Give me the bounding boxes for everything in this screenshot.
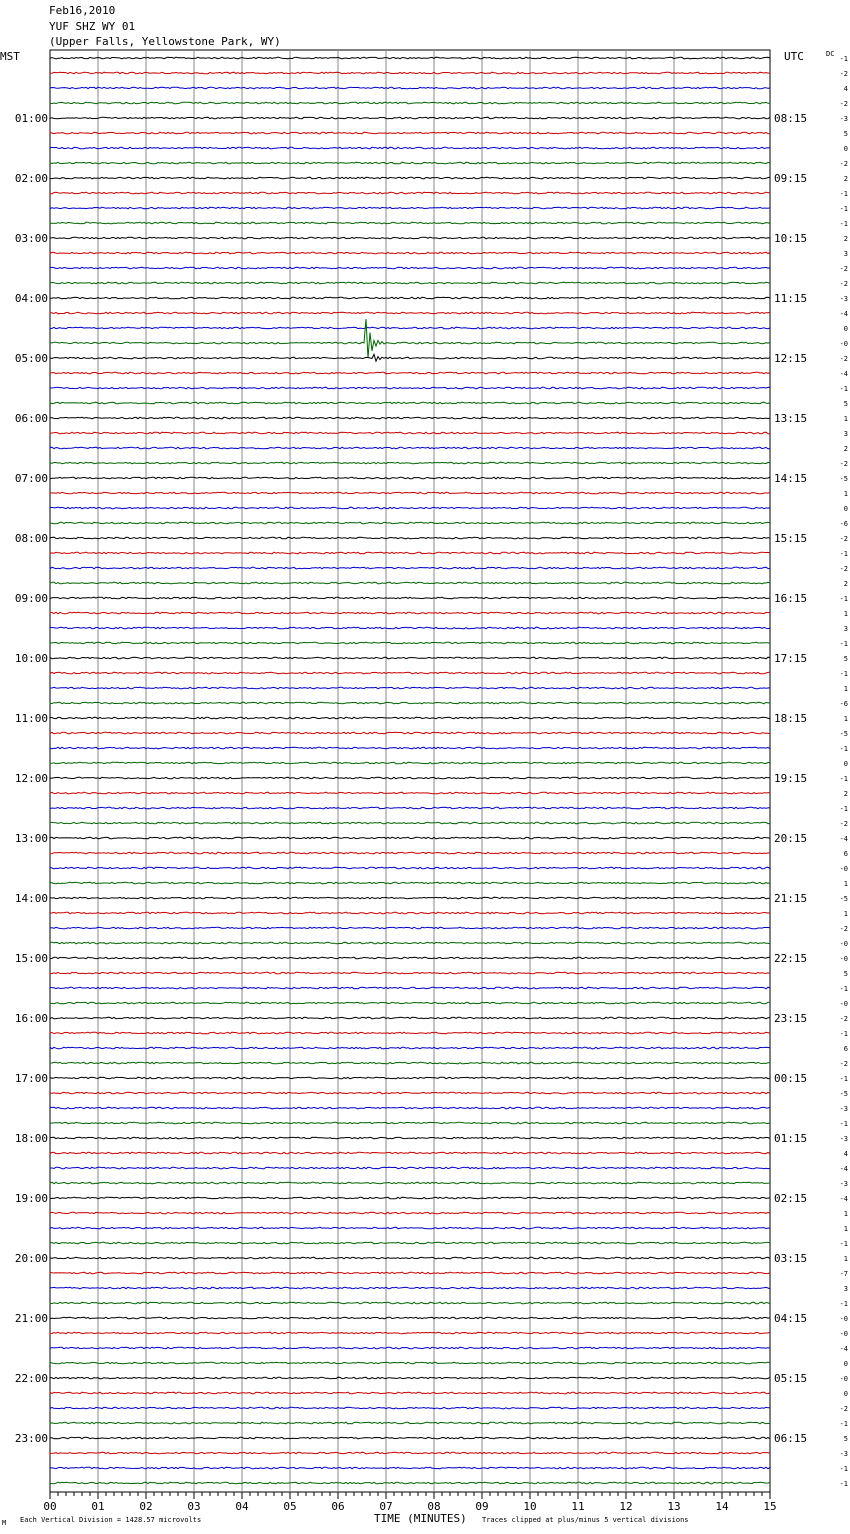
right-hour-label: 15:15: [774, 532, 808, 545]
dc-offset-label: 5: [843, 400, 848, 408]
dc-offset-label: 3: [843, 250, 848, 258]
dc-offset-label: 0: [843, 1360, 848, 1368]
right-hour-label: 10:15: [774, 232, 808, 245]
x-tick-label: 14: [715, 1500, 729, 1513]
seismogram-trace: [50, 1122, 770, 1124]
seismogram-trace: [50, 477, 770, 479]
seismogram-trace: [50, 147, 770, 149]
seismogram-trace: [50, 1467, 770, 1469]
dc-offset-label: 0: [843, 760, 848, 768]
right-hour-label: 08:15: [774, 112, 808, 125]
right-hour-label: 20:15: [774, 832, 808, 845]
left-hour-label: 16:00: [14, 1012, 48, 1025]
x-tick-label: 09: [475, 1500, 489, 1513]
dc-offset-label: -4: [839, 1195, 848, 1203]
left-hour-label: 02:00: [14, 172, 48, 185]
dc-offset-label: -1: [839, 1030, 848, 1038]
seismogram-trace: [50, 552, 770, 554]
dc-offset-label: 6: [843, 850, 848, 858]
right-hour-label: 19:15: [774, 772, 808, 785]
left-hour-label: 19:00: [14, 1192, 48, 1205]
seismogram-trace: [50, 762, 770, 764]
dc-offset-label: 1: [843, 1255, 848, 1263]
left-hour-label: 13:00: [14, 832, 48, 845]
seismogram-trace: [50, 1212, 770, 1214]
right-hour-label: 03:15: [774, 1252, 808, 1265]
seismogram-trace: [50, 417, 770, 419]
seismogram-trace: [50, 222, 770, 224]
scale-note: Each Vertical Division = 1428.57 microvolts: [20, 1516, 202, 1524]
dc-offset-label: -0: [839, 1000, 848, 1008]
dc-offset-label: -1: [839, 55, 848, 63]
dc-offset-label: -5: [839, 1090, 848, 1098]
dc-offset-label: -4: [839, 835, 848, 843]
dc-offset-label: -6: [839, 520, 848, 528]
left-hour-label: 08:00: [14, 532, 48, 545]
seismogram-trace: [50, 957, 770, 959]
dc-offset-label: -2: [839, 355, 848, 363]
right-hour-label: 01:15: [774, 1132, 808, 1145]
seismogram-trace: [50, 57, 770, 59]
seismogram-trace: [50, 522, 770, 524]
dc-offset-label: -7: [839, 1270, 848, 1278]
right-hour-label: 16:15: [774, 592, 808, 605]
dc-offset-label: 5: [843, 1435, 848, 1443]
clip-note: Traces clipped at plus/minus 5 vertical divisions: [482, 1516, 689, 1524]
dc-offset-label: -2: [839, 535, 848, 543]
seismogram-trace: [50, 642, 770, 644]
x-tick-label: 08: [427, 1500, 441, 1513]
seismogram-trace: [50, 319, 770, 358]
dc-offset-label: -4: [839, 1345, 848, 1353]
x-tick-label: 03: [187, 1500, 201, 1513]
seismogram-trace: [50, 192, 770, 194]
right-hour-label: 22:15: [774, 952, 808, 965]
dc-offset-label: 0: [843, 325, 848, 333]
header-station: YUF SHZ WY 01: [49, 20, 136, 33]
seismogram-trace: [50, 687, 770, 689]
dc-offset-label: -0: [839, 865, 848, 873]
dc-offset-label: -0: [839, 1315, 848, 1323]
seismogram-trace: [50, 1482, 770, 1484]
seismogram-trace: [50, 912, 770, 914]
dc-offset-label: -2: [839, 1015, 848, 1023]
dc-offset-label: -1: [839, 220, 848, 228]
dc-offset-label: 0: [843, 505, 848, 513]
right-hour-label: 21:15: [774, 892, 808, 905]
seismogram-trace: [50, 447, 770, 449]
dc-offset-label: -3: [839, 1450, 848, 1458]
seismogram-trace: [50, 1392, 770, 1394]
seismogram-trace: [50, 1452, 770, 1454]
seismogram-trace: [50, 387, 770, 389]
dc-offset-label: -2: [839, 160, 848, 168]
seismogram-trace: [50, 657, 770, 659]
dc-offset-label: 1: [843, 880, 848, 888]
left-hour-label: 12:00: [14, 772, 48, 785]
seismogram-trace: [50, 372, 770, 374]
seismogram-trace: [50, 702, 770, 704]
seismogram-trace: [50, 717, 770, 719]
seismogram-trace: [50, 987, 770, 989]
seismogram-trace: [50, 1152, 770, 1154]
x-tick-label: 04: [235, 1500, 249, 1513]
seismogram-trace: [50, 597, 770, 599]
right-hour-label: 09:15: [774, 172, 808, 185]
seismogram-trace: [50, 1167, 770, 1169]
dc-offset-label: 1: [843, 1225, 848, 1233]
corner-mark: M: [2, 1519, 7, 1527]
seismogram-trace: [50, 267, 770, 269]
seismogram-trace: [50, 72, 770, 74]
dc-offset-label: -0: [839, 340, 848, 348]
seismogram-trace: [50, 777, 770, 779]
left-hour-label: 09:00: [14, 592, 48, 605]
seismogram-trace: [50, 1062, 770, 1064]
right-hour-label: 11:15: [774, 292, 808, 305]
x-tick-label: 12: [619, 1500, 633, 1513]
dc-offset-label: -1: [839, 1120, 848, 1128]
dc-offset-label: -2: [839, 925, 848, 933]
dc-offset-label: -2: [839, 265, 848, 273]
left-hour-label: 07:00: [14, 472, 48, 485]
dc-offset-label: 3: [843, 430, 848, 438]
dc-offset-header: DC: [826, 50, 835, 58]
dc-offset-label: -3: [839, 1135, 848, 1143]
seismogram-trace: [50, 1437, 770, 1439]
seismogram-trace: [50, 1362, 770, 1364]
dc-offset-label: -3: [839, 115, 848, 123]
dc-offset-label: 1: [843, 715, 848, 723]
seismogram-trace: [50, 1092, 770, 1094]
left-hour-label: 23:00: [14, 1432, 48, 1445]
seismogram-trace: [50, 972, 770, 974]
dc-offset-label: 2: [843, 445, 848, 453]
seismogram-trace: [50, 1347, 770, 1349]
dc-offset-label: -2: [839, 70, 848, 78]
dc-offset-label: -5: [839, 895, 848, 903]
dc-offset-label: -2: [839, 100, 848, 108]
dc-offset-label: -1: [839, 745, 848, 753]
dc-offset-label: -2: [839, 565, 848, 573]
dc-offset-label: -1: [839, 550, 848, 558]
seismogram-trace: [50, 1407, 770, 1409]
seismogram-trace: [50, 1287, 770, 1289]
seismogram-trace: [50, 1197, 770, 1199]
dc-offset-label: 2: [843, 235, 848, 243]
seismogram-trace: [50, 432, 770, 434]
dc-offset-label: -3: [839, 1180, 848, 1188]
dc-offset-label: -1: [839, 1465, 848, 1473]
seismogram-trace: [50, 627, 770, 629]
dc-offset-label: -0: [839, 1375, 848, 1383]
dc-offset-label: 2: [843, 175, 848, 183]
left-hour-label: 18:00: [14, 1132, 48, 1145]
dc-offset-label: 4: [843, 1150, 848, 1158]
dc-offset-label: 5: [843, 130, 848, 138]
seismogram-trace: [50, 1077, 770, 1079]
seismogram-trace: [50, 1257, 770, 1259]
right-hour-label: 06:15: [774, 1432, 808, 1445]
seismogram-trace: [50, 792, 770, 794]
left-hour-label: 21:00: [14, 1312, 48, 1325]
x-tick-label: 02: [139, 1500, 153, 1513]
seismogram-trace: [50, 237, 770, 239]
dc-offset-label: -4: [839, 310, 848, 318]
seismogram-trace: [50, 732, 770, 734]
dc-offset-label: -2: [839, 460, 848, 468]
seismogram-trace: [50, 1017, 770, 1019]
dc-offset-label: 6: [843, 1045, 848, 1053]
seismogram-trace: [50, 1137, 770, 1139]
dc-offset-label: -1: [839, 1240, 848, 1248]
seismogram-trace: [50, 1002, 770, 1004]
header-date: Feb16,2010: [49, 4, 116, 17]
right-hour-label: 23:15: [774, 1012, 808, 1025]
left-hour-label: 04:00: [14, 292, 48, 305]
dc-offset-label: -1: [839, 385, 848, 393]
right-hour-label: 18:15: [774, 712, 808, 725]
seismogram-trace: [50, 837, 770, 839]
dc-offset-label: -2: [839, 1405, 848, 1413]
seismogram-trace: [50, 612, 770, 614]
seismogram-trace: [50, 312, 770, 314]
right-hour-label: 00:15: [774, 1072, 808, 1085]
seismogram-trace: [50, 867, 770, 869]
dc-offset-label: -2: [839, 1060, 848, 1068]
x-tick-label: 11: [571, 1500, 585, 1513]
dc-offset-label: -1: [839, 775, 848, 783]
left-hour-label: 22:00: [14, 1372, 48, 1385]
seismogram-trace: [50, 1377, 770, 1379]
dc-offset-label: -1: [839, 1075, 848, 1083]
x-tick-label: 00: [43, 1500, 57, 1513]
left-hour-label: 06:00: [14, 412, 48, 425]
left-hour-label: 10:00: [14, 652, 48, 665]
seismogram-trace: [50, 297, 770, 299]
seismogram-trace: [50, 252, 770, 254]
dc-offset-label: 0: [843, 145, 848, 153]
seismogram-trace: [50, 117, 770, 119]
seismogram-trace: [50, 672, 770, 674]
dc-offset-label: -6: [839, 700, 848, 708]
right-hour-label: 05:15: [774, 1372, 808, 1385]
dc-offset-label: 1: [843, 610, 848, 618]
seismogram-trace: [50, 807, 770, 809]
dc-offset-label: 2: [843, 790, 848, 798]
seismogram-trace: [50, 492, 770, 494]
dc-offset-label: 3: [843, 1285, 848, 1293]
seismogram-trace: [50, 1032, 770, 1034]
seismogram-trace: [50, 1317, 770, 1319]
right-hour-label: 14:15: [774, 472, 808, 485]
seismogram-trace: [50, 402, 770, 404]
dc-offset-label: -5: [839, 475, 848, 483]
seismogram-trace: [50, 852, 770, 854]
seismogram-trace: [50, 927, 770, 929]
dc-offset-label: -0: [839, 1330, 848, 1338]
dc-offset-label: 2: [843, 580, 848, 588]
left-hour-label: 03:00: [14, 232, 48, 245]
seismogram-trace: [50, 1227, 770, 1229]
dc-offset-label: -1: [839, 670, 848, 678]
seismogram-trace: [50, 282, 770, 284]
seismogram-trace: [50, 1302, 770, 1304]
seismogram-trace: [50, 1422, 770, 1424]
x-tick-label: 15: [763, 1500, 777, 1513]
seismogram-trace: [50, 942, 770, 944]
seismogram-trace: [50, 537, 770, 539]
dc-offset-label: -1: [839, 595, 848, 603]
seismogram-trace: [50, 567, 770, 569]
seismogram-trace: [50, 132, 770, 134]
dc-offset-label: -1: [839, 640, 848, 648]
dc-offset-label: 3: [843, 625, 848, 633]
seismogram-trace: [50, 1182, 770, 1184]
x-tick-label: 07: [379, 1500, 393, 1513]
dc-offset-label: -2: [839, 280, 848, 288]
seismogram-trace: [50, 582, 770, 584]
dc-offset-label: 1: [843, 415, 848, 423]
dc-offset-label: -3: [839, 1105, 848, 1113]
dc-offset-label: -1: [839, 1480, 848, 1488]
dc-offset-label: -0: [839, 955, 848, 963]
dc-offset-label: 1: [843, 1210, 848, 1218]
left-timezone-label: MST: [0, 50, 20, 63]
seismogram-trace: [50, 177, 770, 179]
dc-offset-label: 5: [843, 970, 848, 978]
dc-offset-label: -2: [839, 820, 848, 828]
dc-offset-label: -1: [839, 805, 848, 813]
seismogram-trace: [50, 747, 770, 749]
left-hour-label: 05:00: [14, 352, 48, 365]
left-hour-label: 01:00: [14, 112, 48, 125]
seismogram-trace: [50, 507, 770, 509]
left-hour-label: 20:00: [14, 1252, 48, 1265]
seismogram-trace: [50, 1107, 770, 1109]
dc-offset-label: -1: [839, 985, 848, 993]
dc-offset-label: 0: [843, 1390, 848, 1398]
seismogram-trace: [50, 1242, 770, 1244]
dc-offset-label: 1: [843, 490, 848, 498]
left-hour-label: 11:00: [14, 712, 48, 725]
dc-offset-label: -1: [839, 205, 848, 213]
seismogram-trace: [50, 327, 770, 329]
plot-frame: [50, 50, 770, 1492]
dc-offset-label: -1: [839, 1420, 848, 1428]
seismogram-trace: [50, 882, 770, 884]
right-timezone-label: UTC: [784, 50, 804, 63]
x-tick-label: 10: [523, 1500, 537, 1513]
dc-offset-label: -1: [839, 1300, 848, 1308]
seismogram-trace: [50, 462, 770, 464]
left-hour-label: 14:00: [14, 892, 48, 905]
right-hour-label: 17:15: [774, 652, 808, 665]
dc-offset-label: 5: [843, 655, 848, 663]
seismogram-trace: [50, 1047, 770, 1049]
dc-offset-label: 1: [843, 910, 848, 918]
dc-offset-label: -0: [839, 940, 848, 948]
left-hour-label: 15:00: [14, 952, 48, 965]
right-hour-label: 13:15: [774, 412, 808, 425]
seismogram-trace: [50, 207, 770, 209]
x-tick-label: 01: [91, 1500, 105, 1513]
seismogram-trace: [50, 897, 770, 899]
right-hour-label: 04:15: [774, 1312, 808, 1325]
dc-offset-label: -4: [839, 1165, 848, 1173]
x-axis-title: TIME (MINUTES): [374, 1512, 467, 1525]
right-hour-label: 02:15: [774, 1192, 808, 1205]
seismogram-trace: [50, 1272, 770, 1274]
seismogram-trace: [50, 87, 770, 89]
seismogram-trace: [50, 822, 770, 824]
left-hour-label: 17:00: [14, 1072, 48, 1085]
seismogram-trace: [50, 102, 770, 104]
dc-offset-label: 4: [843, 85, 848, 93]
dc-offset-label: 1: [843, 685, 848, 693]
dc-offset-label: -5: [839, 730, 848, 738]
x-tick-label: 13: [667, 1500, 681, 1513]
dc-offset-label: -1: [839, 190, 848, 198]
header-location: (Upper Falls, Yellowstone Park, WY): [49, 35, 281, 48]
x-tick-label: 06: [331, 1500, 345, 1513]
seismogram-trace: [50, 354, 770, 361]
seismogram-trace: [50, 162, 770, 164]
dc-offset-label: -4: [839, 370, 848, 378]
dc-offset-label: -3: [839, 295, 848, 303]
seismogram-trace: [50, 1332, 770, 1334]
right-hour-label: 12:15: [774, 352, 808, 365]
x-tick-label: 05: [283, 1500, 297, 1513]
